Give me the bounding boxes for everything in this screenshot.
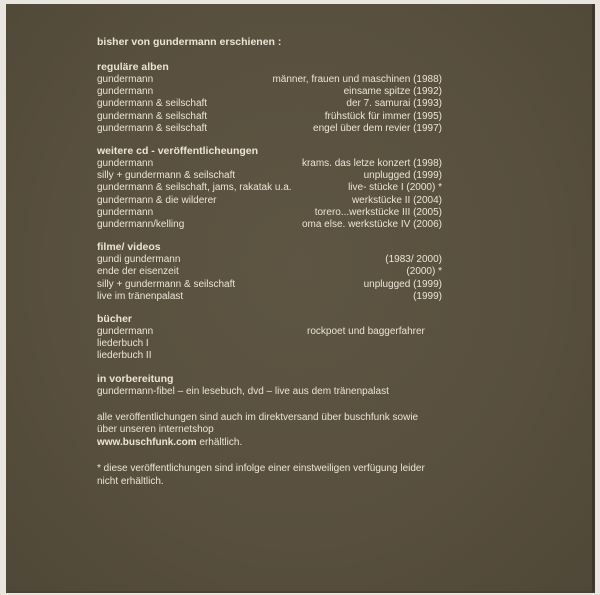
release-title: rockpoet und baggerfahrer [307,326,425,338]
artist-name: liederbuch I [97,338,149,350]
release-title: frühstück für immer (1995) [324,110,442,122]
order-note [97,412,442,450]
order-note-line-1: alle veröffentlichungen sind auch im direktversand über buschfunk sowie [97,411,419,423]
section-heading: filme/ videos [97,241,161,254]
section-heading: bücher [97,313,133,326]
section-heading: in vorbereitung [97,372,174,385]
artist-name: gundermann & die wilderer [97,194,217,206]
footnote [97,463,442,488]
footnote-line-2: nicht erhältlich. [97,475,164,487]
release-title: engel über dem revier (1997) [313,122,442,134]
release-title: (1999) [413,290,442,302]
release-title: unplugged (1999) [363,278,442,290]
list-item [97,158,442,170]
section-heading: weitere cd - veröffentlicheungen [97,145,259,158]
release-title: werkstücke II (2004) [351,194,442,206]
order-note-suffix: erhältlich. [196,436,243,448]
artist-name: gundi gundermann [97,254,181,266]
list-item [97,182,442,194]
artist-name: ende der eisenzeit [97,266,179,278]
artist-name: gundermann & seilschaft [97,122,208,134]
artist-name: gundermann [97,158,154,170]
artist-name: silly + gundermann & seilschaft [97,170,236,182]
section-in-preparation [97,373,442,398]
list-item [97,123,442,135]
artist-name: silly + gundermann & seilschaft [97,278,236,290]
section-books [97,313,442,363]
list-item [97,338,442,350]
artist-name: gundermann/kelling [97,219,185,231]
artist-name: gundermann & seilschaft [97,110,208,122]
order-note-line-2: über unseren internetshop [97,424,214,436]
list-item [97,74,442,86]
list-item [97,254,442,266]
list-item [97,207,442,219]
list-item [97,350,442,362]
list-item [97,195,442,207]
list-item [97,98,442,110]
artist-name: gundermann [97,86,154,98]
release-title: live- stücke I (2000) * [348,182,442,194]
order-note-line-3 [97,437,442,450]
list-item [97,170,442,182]
release-title: männer, frauen und maschinen (1988) [272,74,442,85]
release-title: torero...werkstücke III (2005) [314,206,442,218]
preparation-text: gundermann-fibel – ein lesebuch, dvd – live aus dem tränenpalast [97,385,389,397]
section-other-cds [97,145,442,231]
release-title: der 7. samurai (1993) [346,98,442,110]
release-title: (1983/ 2000) [385,254,442,266]
artist-name: live im tränenpalast [97,290,184,302]
section-regular-albums [97,61,442,135]
section-films-videos [97,241,442,303]
discography-content [97,36,442,488]
page-title: bisher von gundermann erschienen : [97,36,282,48]
release-title: oma else. werkstücke IV (2006) [301,219,442,231]
list-item [97,86,442,98]
list-item [97,326,442,338]
release-title: unplugged (1999) [363,170,442,182]
artist-name: gundermann [97,206,154,218]
shop-url-link[interactable]: www.buschfunk.com [97,436,197,448]
artist-name: gundermann [97,326,154,338]
list-item [97,279,442,291]
release-title: krams. das letze konzert (1998) [301,158,442,170]
artist-name: liederbuch II [97,350,152,362]
list-item [97,111,442,123]
artist-name: gundermann & seilschaft [97,98,208,110]
release-title: einsame spitze (1992) [343,86,442,98]
footnote-line-1: * diese veröffentlichungen sind infolge einer einstweiligen verfügung leider [97,463,425,475]
artist-name: gundermann & seilschaft, jams, rakatak u.a. [97,182,292,194]
release-title: (2000) * [406,266,442,278]
section-heading: reguläre alben [97,61,169,73]
list-item [97,219,442,231]
artist-name: gundermann [97,74,154,85]
list-item [97,291,442,303]
list-item [97,266,442,278]
